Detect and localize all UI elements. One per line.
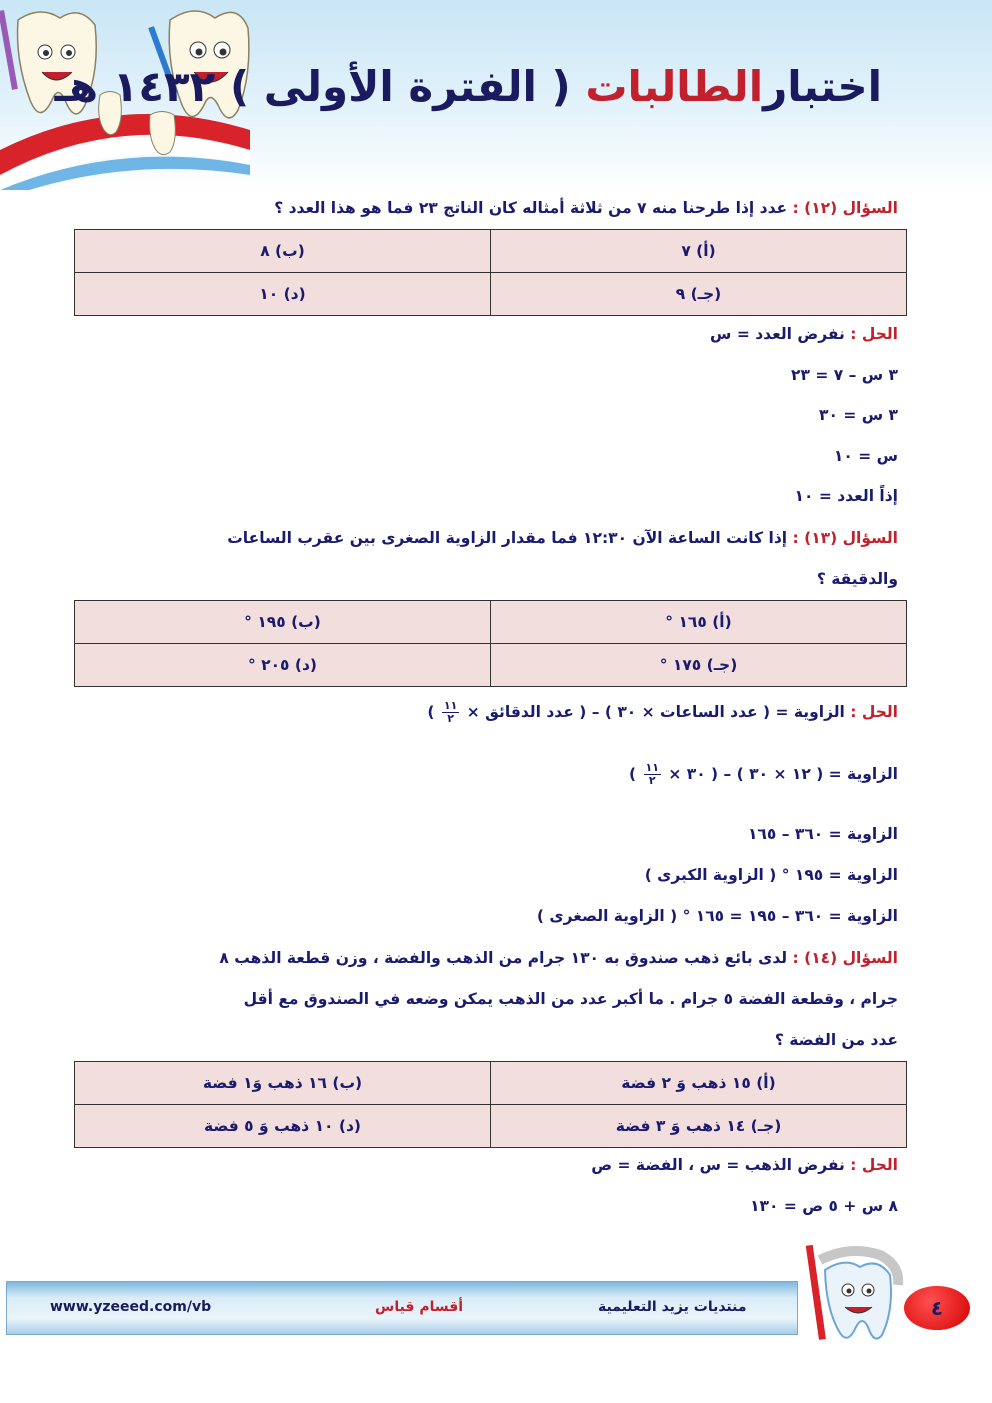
solution-13-substitution	[629, 762, 898, 787]
solution-13-formula	[427, 700, 898, 725]
option-d: (د) ٢٠٥ °	[75, 644, 491, 687]
title-part2: ( الفترة الأولى ) ١٤٣٢ هـ	[54, 62, 571, 111]
solution-12-step-1: نفرض العدد = س	[710, 325, 845, 343]
question-13	[227, 529, 898, 547]
option-d: (د) ١٠ ذهب وَ ٥ فضة	[75, 1105, 491, 1148]
fraction-eleven-halves	[442, 700, 459, 725]
question-12-label: السؤال (١٢) :	[792, 199, 898, 217]
solution-13-formula-text: الزاوية = ( عدد الساعات × ٣٠ ) – ( عدد الدقائق ×	[466, 703, 845, 721]
solution-13-label: الحل :	[850, 703, 898, 721]
solution-13-step-5: الزاوية = ٣٦٠ – ١٩٥ = ١٦٥ ° ( الزاوية الصغرى )	[536, 907, 898, 925]
title-part1: اختبار	[763, 62, 882, 111]
question-13-label: السؤال (١٣) :	[792, 529, 898, 547]
option-c: (جـ) ٩	[491, 273, 907, 316]
fraction-numerator: ١١	[645, 761, 659, 774]
question-13-options	[74, 600, 907, 687]
option-c: (جـ) ١٤ ذهب وَ ٣ فضة	[491, 1105, 907, 1148]
solution-12-step-4: س = ١٠	[833, 447, 898, 465]
solution-13-step-4: الزاوية = ١٩٥ ° ( الزاوية الكبرى )	[644, 866, 898, 884]
solution-12-step-2: ٣ س – ٧ = ٢٣	[791, 366, 898, 384]
solution-12-step-5: إذاً العدد = ١٠	[794, 487, 898, 505]
title-accent: الطالبات	[585, 62, 764, 111]
solution-12-label: الحل :	[850, 325, 898, 343]
option-d: (د) ١٠	[75, 273, 491, 316]
question-14-label: السؤال (١٤) :	[792, 949, 898, 967]
footer-url[interactable]: www.yzeeed.com/vb	[50, 1299, 212, 1315]
solution-14-step-2: ٨ س + ٥ ص = ١٣٠	[750, 1197, 898, 1215]
solution-14-step-1: نفرض الذهب = س ، الفضة = ص	[591, 1156, 845, 1174]
question-14	[219, 949, 898, 967]
option-b: (ب) ١٦ ذهب وَ١ فضة	[75, 1062, 491, 1105]
footer-forum-name: منتديات يزيد التعليمية	[598, 1299, 747, 1315]
question-12-options	[74, 229, 907, 316]
question-14-text-line1: لدى بائع ذهب صندوق به ١٣٠ جرام من الذهب والفضة ، وزن قطعة الذهب ٨	[219, 949, 788, 967]
option-b: (ب) ١٩٥ °	[75, 601, 491, 644]
close-paren: )	[427, 703, 435, 721]
question-14-text-line2: جرام ، وقطعة الفضة ٥ جرام . ما أكبر عدد من الذهب يمكن وضعه في الصندوق مع أقل	[243, 990, 898, 1008]
option-b: (ب) ٨	[75, 230, 491, 273]
question-12	[274, 199, 898, 217]
solution-14-line-1	[591, 1156, 898, 1174]
solution-12-line-1	[710, 325, 898, 343]
tooth-mascot-icon	[790, 1235, 920, 1345]
solution-12-step-3: ٣ س = ٣٠	[819, 406, 898, 424]
question-13-text-line2: والدقيقة ؟	[816, 570, 898, 588]
close-paren: )	[629, 765, 637, 783]
question-13-text-line1: إذا كانت الساعة الآن ١٢:٣٠ فما مقدار الزاوية الصغرى بين عقرب الساعات	[227, 529, 788, 547]
footer-section: أقسام قياس	[375, 1299, 464, 1315]
option-a: (أ) ١٦٥ °	[491, 601, 907, 644]
fraction-denominator: ٢	[447, 712, 454, 725]
solution-13-substitution-text: الزاوية = ( ١٢ × ٣٠ ) – ( ٣٠ ×	[668, 765, 898, 783]
question-12-text: عدد إذا طرحنا منه ٧ من ثلاثة أمثاله كان الناتج ٢٣ فما هو هذا العدد ؟	[274, 199, 788, 217]
option-a: (أ) ٧	[491, 230, 907, 273]
option-c: (جـ) ١٧٥ °	[491, 644, 907, 687]
question-14-options	[74, 1061, 907, 1148]
option-a: (أ) ١٥ ذهب وَ ٢ فضة	[491, 1062, 907, 1105]
fraction-numerator: ١١	[443, 699, 458, 712]
solution-14-label: الحل :	[850, 1156, 898, 1174]
fraction-denominator: ٢	[648, 774, 656, 787]
page-number-badge: ٤	[904, 1286, 970, 1330]
solution-13-step-3: الزاوية = ٣٦٠ – ١٦٥	[747, 825, 898, 843]
fraction-eleven-halves	[644, 762, 661, 787]
question-14-text-line3: عدد من الفضة ؟	[774, 1031, 898, 1049]
